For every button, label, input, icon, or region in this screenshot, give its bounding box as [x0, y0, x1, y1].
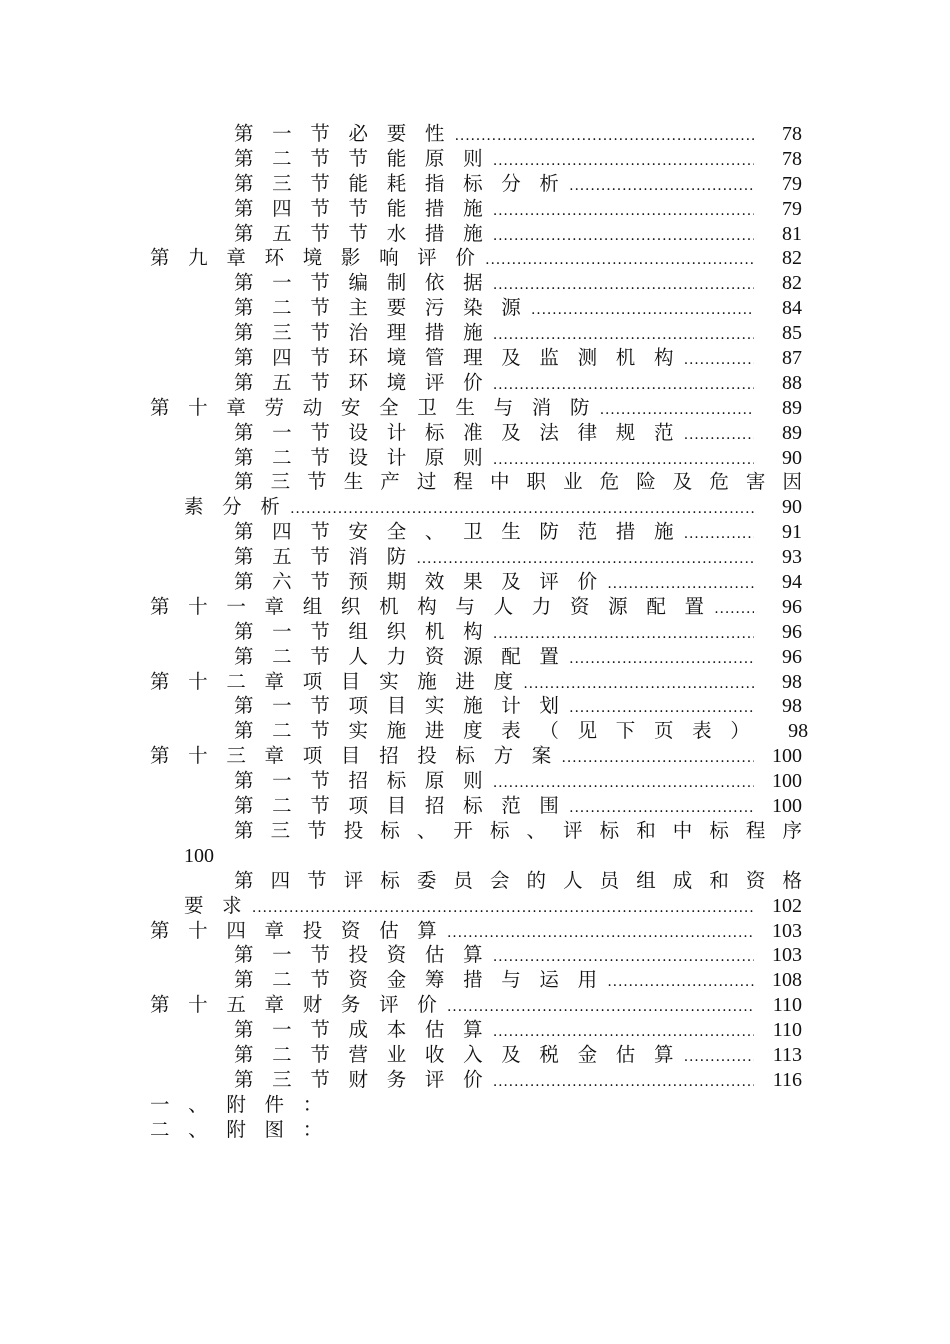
toc-entry-page-number: 90	[782, 446, 802, 469]
toc-entry-page-number: 102	[772, 894, 802, 917]
toc-entry-title: 第 三 节 投 标 、 开 标 、 评 标 和 中 标 程 序	[234, 818, 802, 842]
toc-entry-page-number: 89	[782, 421, 802, 444]
toc-section-entry	[150, 147, 802, 172]
toc-dot-leader	[569, 647, 754, 672]
toc-dot-leader	[493, 945, 754, 970]
toc-entry-row	[234, 346, 802, 373]
toc-section-entry	[150, 222, 802, 247]
toc-entry-title: 第 二 节 资 金 筹 措 与 运 用	[234, 968, 604, 992]
toc-entry-row	[234, 520, 802, 547]
toc-entry-page-number: 98	[788, 720, 809, 743]
toc-entry-title: 第 二 节 主 要 污 染 源	[234, 296, 527, 320]
toc-dot-leader	[493, 771, 754, 796]
toc-entry-title: 第 二 节 实 施 进 度 表 （ 见 下 页 表 ）	[234, 719, 757, 743]
toc-entry-page-number: 85	[782, 322, 802, 345]
toc-entry-continuation	[150, 495, 802, 520]
toc-entry-row	[234, 1018, 802, 1045]
toc-section-entry	[150, 620, 802, 645]
toc-dot-leader	[523, 672, 754, 697]
toc-entry-page-number: 90	[782, 496, 802, 519]
toc-entry-title: 第 一 节 编 制 依 据	[234, 271, 489, 295]
toc-entry-page-number: 82	[782, 272, 802, 295]
toc-entry-title: 第 一 节 组 织 机 构	[234, 619, 489, 643]
toc-entry-row	[234, 222, 802, 249]
toc-section-entry-wrapped	[150, 470, 802, 495]
toc-chapter-entry	[150, 246, 802, 271]
toc-dot-leader	[493, 149, 754, 174]
toc-dot-leader	[485, 248, 754, 273]
toc-section-entry	[150, 769, 802, 794]
toc-appendix-entry	[150, 1118, 802, 1143]
toc-section-entry	[150, 1018, 802, 1043]
toc-entry-title: 第 一 节 招 标 原 则	[234, 769, 489, 793]
toc-entry-page-number: 113	[772, 1043, 802, 1066]
toc-entry-row	[234, 446, 802, 473]
toc-entry-page-number: 93	[782, 546, 802, 569]
toc-section-entry	[150, 570, 802, 595]
toc-entry-row	[234, 421, 802, 448]
toc-dot-leader	[493, 323, 754, 348]
toc-dot-leader	[607, 970, 754, 995]
toc-section-entry	[150, 346, 802, 371]
toc-entry-row	[234, 321, 802, 348]
toc-dot-leader	[684, 1045, 754, 1070]
toc-entry-title: 第 十 五 章 财 务 评 价	[150, 993, 443, 1017]
toc-entry-row	[234, 645, 802, 672]
toc-dot-leader	[455, 124, 754, 149]
toc-entry-title: 第 三 节 治 理 措 施	[234, 321, 489, 345]
toc-entry-page-number: 103	[772, 919, 802, 942]
toc-dot-leader	[493, 622, 754, 647]
toc-entry-row	[234, 172, 802, 199]
toc-dot-leader	[562, 746, 754, 771]
toc-entry-title: 第 九 章 环 境 影 响 评 价	[150, 246, 482, 270]
toc-section-entry	[150, 197, 802, 222]
toc-dot-leader	[447, 921, 754, 946]
toc-dot-leader	[569, 174, 754, 199]
toc-entry-title: 第 三 节 财 务 评 价	[234, 1067, 489, 1091]
toc-appendix-entry	[150, 1093, 802, 1118]
toc-entry-page-number: 98	[782, 695, 802, 718]
toc-entry-page-number: 79	[782, 172, 802, 195]
toc-entry-title: 第 十 三 章 项 目 招 投 标 方 案	[150, 744, 558, 768]
toc-dot-leader	[493, 373, 754, 398]
toc-chapter-entry	[150, 670, 802, 695]
toc-entry-title: 第 一 节 投 资 估 算	[234, 943, 489, 967]
toc-entry-title: 要 求	[184, 893, 248, 917]
table-of-contents	[150, 122, 809, 1143]
toc-entry-title: 一 、 附 件 ：	[150, 1092, 329, 1116]
toc-entry-title: 第 十 章 劳 动 安 全 卫 生 与 消 防	[150, 395, 596, 419]
toc-entry-title: 第 二 节 营 业 收 入 及 税 金 估 算	[234, 1042, 680, 1066]
toc-entry-row	[150, 396, 802, 423]
toc-entry-row	[234, 694, 802, 721]
toc-dot-leader	[714, 597, 754, 622]
toc-entry-page-number: 91	[782, 521, 802, 544]
toc-dot-leader	[684, 423, 754, 448]
toc-dot-leader	[290, 497, 754, 522]
toc-entry-row	[184, 894, 802, 921]
toc-entry-title: 第 一 节 成 本 估 算	[234, 1018, 489, 1042]
toc-dot-leader	[493, 448, 754, 473]
toc-entry-page-number: 110	[772, 994, 802, 1017]
toc-dot-leader	[252, 896, 754, 921]
toc-entry-row	[234, 271, 802, 298]
toc-entry-row	[234, 769, 802, 796]
toc-dot-leader	[493, 1020, 754, 1045]
toc-entry-title: 第 一 节 必 要 性	[234, 122, 451, 145]
toc-entry-row	[234, 147, 802, 174]
toc-section-entry	[150, 1068, 802, 1093]
toc-entry-page-number: 88	[782, 371, 802, 394]
toc-entry-title: 第 四 节 评 标 委 员 会 的 人 员 组 成 和 资 格	[234, 868, 802, 892]
toc-entry-row	[184, 495, 802, 522]
toc-entry-title: 第 四 节 安 全 、 卫 生 防 范 措 施	[234, 520, 680, 544]
toc-chapter-entry	[150, 396, 802, 421]
toc-entry-title: 第 三 节 生 产 过 程 中 职 业 危 险 及 危 害 因	[234, 470, 802, 494]
toc-entry-title: 第 五 节 消 防	[234, 545, 413, 569]
toc-entry-title: 第 十 二 章 项 目 实 施 进 度	[150, 669, 520, 693]
toc-entry-page-number: 87	[782, 347, 802, 370]
toc-entry-title: 素 分 析	[184, 495, 287, 519]
toc-entry-page-number: 96	[782, 595, 802, 618]
toc-section-entry	[150, 122, 802, 147]
toc-entry-page-number: 110	[772, 1019, 802, 1042]
toc-entry-row	[150, 670, 802, 697]
toc-entry-title: 第 四 节 节 能 措 施	[234, 196, 489, 220]
toc-entry-page-number: 78	[782, 147, 802, 170]
toc-entry-page-number: 81	[782, 222, 802, 245]
toc-entry-row	[234, 968, 802, 995]
toc-entry-title: 第 十 一 章 组 织 机 构 与 人 力 资 源 配 置	[150, 594, 711, 618]
toc-entry-page-number: 78	[782, 123, 802, 145]
toc-section-entry	[150, 446, 802, 471]
toc-entry-row	[150, 993, 802, 1020]
toc-dot-leader	[416, 547, 754, 572]
toc-entry-title: 第 一 节 设 计 标 准 及 法 律 规 范	[234, 420, 680, 444]
toc-dot-leader	[684, 522, 754, 547]
toc-entry-page-number: 100	[184, 844, 214, 867]
toc-section-entry	[150, 943, 802, 968]
toc-entry-row	[150, 246, 802, 273]
toc-entry-row	[150, 595, 802, 622]
toc-entry-row	[234, 371, 802, 398]
toc-entry-title: 第 十 四 章 投 资 估 算	[150, 918, 443, 942]
toc-section-entry	[150, 296, 802, 321]
toc-entry-row	[234, 794, 802, 821]
toc-entry-title: 第 二 节 项 目 招 标 范 围	[234, 794, 566, 818]
toc-entry-page-number: 94	[782, 571, 802, 594]
toc-section-entry	[150, 172, 802, 197]
toc-dot-leader	[569, 696, 754, 721]
toc-entry-title: 第 一 节 项 目 实 施 计 划	[234, 694, 566, 718]
toc-entry-page-number: 89	[782, 396, 802, 419]
toc-dot-leader	[531, 298, 754, 323]
toc-entry-page-number: 116	[772, 1068, 802, 1091]
toc-entry-page-number: 103	[772, 944, 802, 967]
toc-entry-row	[234, 719, 809, 746]
toc-dot-leader	[447, 995, 754, 1020]
toc-entry-page-number: 82	[782, 247, 802, 270]
toc-dot-leader	[684, 348, 754, 373]
toc-entry-title: 第 三 节 能 耗 指 标 分 析	[234, 171, 566, 195]
toc-entry-row	[234, 620, 802, 647]
toc-section-entry	[150, 371, 802, 396]
toc-dot-leader	[493, 199, 754, 224]
toc-entry-row	[234, 122, 802, 149]
toc-entry-row	[234, 197, 802, 224]
toc-entry-title: 第 二 节 设 计 原 则	[234, 445, 489, 469]
toc-dot-leader	[493, 273, 754, 298]
toc-entry-continuation	[150, 844, 802, 869]
toc-section-entry	[150, 1043, 802, 1068]
toc-entry-row	[234, 296, 802, 323]
toc-entry-page-number: 98	[782, 670, 802, 693]
toc-entry-title: 第 二 节 人 力 资 源 配 置	[234, 644, 566, 668]
toc-entry-page-number: 100	[772, 770, 802, 793]
toc-section-entry	[150, 968, 802, 993]
toc-entry-row	[234, 545, 802, 572]
toc-entry-row	[234, 943, 802, 970]
toc-section-entry	[150, 421, 802, 446]
toc-entry-title: 第 六 节 预 期 效 果 及 评 价	[234, 570, 604, 594]
toc-entry-row	[150, 744, 802, 771]
toc-section-entry	[150, 794, 802, 819]
toc-entry-row	[234, 570, 802, 597]
toc-entry-title: 第 五 节 环 境 评 价	[234, 370, 489, 394]
toc-section-entry	[150, 321, 802, 346]
toc-section-entry	[150, 545, 802, 570]
toc-entry-page-number: 96	[782, 620, 802, 643]
toc-chapter-entry	[150, 919, 802, 944]
toc-entry-page-number: 96	[782, 645, 802, 668]
toc-section-entry	[150, 719, 809, 744]
toc-entry-page-number: 100	[772, 745, 802, 768]
toc-section-entry	[150, 645, 802, 670]
toc-dot-leader	[569, 796, 754, 821]
toc-entry-row	[234, 1043, 802, 1070]
toc-dot-leader	[493, 1070, 754, 1095]
toc-entry-title: 第 四 节 环 境 管 理 及 监 测 机 构	[234, 346, 680, 370]
toc-entry-title: 第 二 节 节 能 原 则	[234, 146, 489, 170]
toc-section-entry-wrapped	[150, 819, 802, 844]
toc-section-entry	[150, 694, 802, 719]
toc-section-entry	[150, 271, 802, 296]
toc-entry-title: 二 、 附 图 ：	[150, 1117, 329, 1141]
toc-entry-row	[150, 919, 802, 946]
toc-entry-page-number: 79	[782, 197, 802, 220]
toc-entry-title: 第 五 节 节 水 措 施	[234, 221, 489, 245]
toc-chapter-entry	[150, 595, 802, 620]
toc-chapter-entry	[150, 993, 802, 1018]
toc-entry-row	[234, 1068, 802, 1095]
toc-entry-continuation	[150, 894, 802, 919]
toc-chapter-entry	[150, 744, 802, 769]
toc-dot-leader	[493, 224, 754, 249]
toc-dot-leader	[607, 572, 754, 597]
toc-entry-page-number: 108	[772, 969, 802, 992]
toc-entry-page-number: 100	[772, 795, 802, 818]
toc-dot-leader	[600, 398, 754, 423]
toc-section-entry	[150, 520, 802, 545]
toc-section-entry-wrapped	[150, 869, 802, 894]
toc-entry-page-number: 84	[782, 297, 802, 320]
